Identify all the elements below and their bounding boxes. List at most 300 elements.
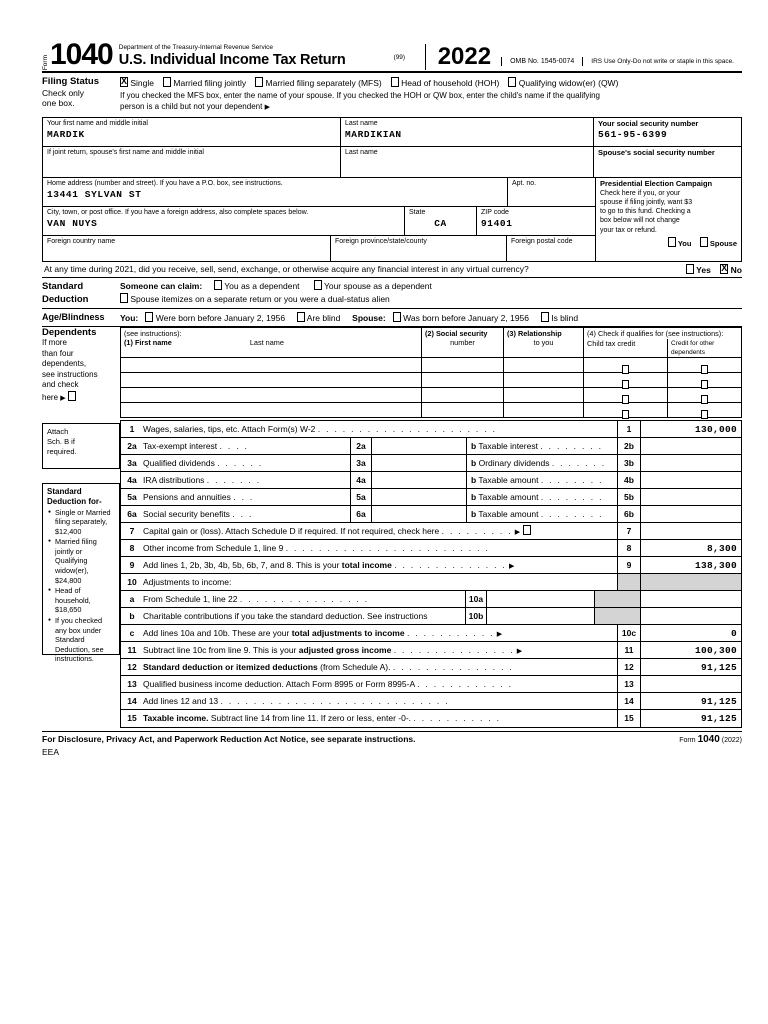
form-footer (42, 731, 742, 745)
income-line-10c (121, 625, 741, 642)
dependent-name-cell[interactable] (121, 388, 422, 402)
spouse-last-name-cell[interactable] (341, 147, 594, 177)
line-1-number: 1 (129, 423, 135, 434)
line-3a-description: Qualified dividends (143, 457, 215, 468)
line-10b-amount-blank (641, 608, 741, 624)
line-3b-description: Ordinary dividends (478, 457, 550, 468)
standard-deduction-label-line2: Deduction (42, 293, 89, 305)
leader-dots: . . . . . . . . (540, 508, 604, 519)
home-address-cell[interactable] (43, 178, 508, 206)
line-9-bold: total income (341, 559, 392, 570)
filing-status-label: Filing Status (42, 76, 99, 87)
spouse-as-dependent-label: Your spouse as a dependent (323, 280, 432, 291)
line-15-bold: Taxable income. (143, 712, 209, 723)
income-line-3 (121, 455, 741, 472)
income-line-2 (121, 438, 741, 455)
dependents-side-6: here (42, 392, 59, 402)
line-15-number: 15 (127, 712, 137, 723)
city-cell[interactable] (43, 207, 405, 235)
line-10b-sub-value[interactable] (487, 608, 595, 624)
spouse-last-name-value (345, 157, 589, 158)
standard-deduction-for-box (42, 483, 120, 664)
filing-status-note2-text: person is a child but not your dependent (120, 102, 263, 111)
line-7-amount[interactable] (641, 523, 741, 539)
dependent-ctc-cell[interactable] (584, 388, 668, 402)
line-10a-gray-spacer (595, 591, 617, 607)
first-name-value: MARDIK (47, 128, 85, 140)
dependent-relationship-cell[interactable] (504, 358, 584, 372)
line-6a-sub-number: 6a (350, 506, 372, 522)
line-2a-description: Tax-exempt interest (143, 440, 218, 451)
zip-cell[interactable] (477, 207, 595, 235)
ssn-value: 561-95-6399 (598, 129, 668, 140)
income-line-15 (121, 710, 741, 727)
checkbox-spouse-born-before[interactable] (393, 312, 401, 322)
age-spouse-label: Spouse: (352, 312, 386, 323)
dependent-name-cell[interactable] (121, 403, 422, 417)
arrow-icon-dependents: ▶ (60, 394, 66, 402)
filing-status-note-line2 (120, 102, 742, 114)
ssn-label: Your social security number (598, 118, 699, 128)
line-15-text (143, 710, 617, 727)
line-8-number: 8 (129, 542, 135, 553)
checkbox-spouse-is-blind[interactable] (541, 312, 549, 322)
line-8-amount[interactable]: 8,300 (706, 542, 737, 554)
line-9-amount-number: 9 (617, 557, 641, 573)
footer-form-number: 1040 (697, 733, 720, 745)
header-title-group (119, 44, 346, 70)
checkbox-pec-you[interactable] (668, 237, 676, 247)
table-row[interactable] (121, 402, 741, 417)
line-12-description: (from Schedule A). (317, 661, 391, 672)
age-blindness-row (42, 309, 742, 327)
list-item: ● Married filing jointly or Qualifying widow(er), $24,800 (55, 537, 115, 585)
attach-line-2: Sch. B if (47, 436, 75, 446)
leader-dots: . . . . . . . . . . . . . . (394, 559, 507, 570)
checkbox-married-filing-separately[interactable] (255, 77, 263, 87)
income-line-1 (121, 421, 741, 438)
home-address-row (43, 178, 595, 207)
standard-deduction-section (42, 278, 742, 306)
foreign-province-cell[interactable] (331, 236, 507, 261)
line-2a-number: 2a (127, 440, 137, 451)
age-blindness-label: Age/Blindness (42, 311, 105, 322)
table-row[interactable] (121, 387, 741, 402)
line-5b-amount[interactable] (641, 489, 741, 505)
line-1-text (143, 421, 617, 437)
spouse-ssn-cell[interactable] (594, 147, 741, 177)
form-title: U.S. Individual Income Tax Return (118, 52, 346, 68)
last-name-label: Last name (345, 119, 378, 127)
checkbox-you-are-blind[interactable] (297, 312, 305, 322)
list-item: ● If you checked any box under Standard Deduction, see instructions. (55, 616, 115, 664)
checkbox-pec-spouse[interactable] (700, 237, 708, 247)
foreign-postal-label: Foreign postal code (511, 237, 573, 245)
dependents-see-instructions: (see instructions): (124, 328, 182, 338)
pec-spouse-label: Spouse (709, 238, 737, 248)
filing-status-body (120, 77, 742, 114)
leader-dots: . . . . . . . . . . . . . . . . . . . . . . (317, 423, 497, 434)
filing-status-option-qw[interactable] (508, 77, 618, 90)
line-14-amount[interactable]: 91,125 (700, 695, 737, 707)
std-ded-box-list (47, 508, 115, 665)
spouse-first-name-label: If joint return, spouse's first name and middle initial (47, 148, 204, 156)
dependent-name-cell[interactable] (121, 373, 422, 387)
filing-status-label-group (42, 77, 120, 114)
spouse-first-name-cell[interactable] (43, 147, 341, 177)
dependent-cod-cell[interactable] (668, 403, 741, 417)
line-6b-amount[interactable] (641, 506, 741, 522)
dependent-ssn-cell[interactable] (422, 388, 504, 402)
line-4a-text (143, 472, 350, 488)
dependents-side-5: and check (42, 380, 79, 389)
line-4b-amount[interactable] (641, 472, 741, 488)
you-are-blind-label: Are blind (306, 312, 341, 323)
label-mfj: Married filing jointly (173, 78, 247, 88)
line-15-amount-number: 15 (617, 710, 641, 727)
checkbox-more-than-four-dependents[interactable] (68, 391, 76, 401)
label-single: Single (130, 78, 155, 88)
department-label: Department of the Treasury-Internal Revenue Service (118, 44, 274, 51)
list-item: ● Head of household, $18,650 (55, 586, 115, 615)
line-3a-sub-number: 3a (350, 455, 372, 471)
line-10b-sub-number: 10b (465, 608, 487, 624)
standard-deduction-body (120, 280, 742, 306)
line-4b-description: Taxable amount (478, 474, 539, 485)
line-9-number: 9 (129, 559, 135, 570)
line-5b-label: b (471, 491, 477, 502)
pec-body-4: box below will not change (600, 217, 680, 225)
filing-status-option-single[interactable] (120, 77, 154, 90)
state-cell[interactable] (405, 207, 477, 235)
address-block (42, 178, 596, 262)
line-2b-amount-number: 2b (617, 438, 641, 454)
checkbox-credit-other-dependents[interactable] (701, 410, 708, 419)
dependent-name-cell[interactable] (121, 358, 422, 372)
home-address-label: Home address (number and street). If you have a P.O. box, see instructions. (47, 179, 283, 187)
leader-dots: . . . . . . . . . . . (413, 712, 501, 723)
line-12-bold: Standard deduction or itemized deductions (143, 661, 318, 672)
line-7-number: 7 (129, 525, 135, 536)
you-born-before-label: Were born before January 2, 1956 (155, 312, 286, 323)
line-10-amount-blank (641, 574, 741, 590)
line-1-amount[interactable]: 130,000 (694, 423, 737, 435)
line-9-amount[interactable]: 138,300 (694, 559, 737, 571)
dependents-side-3: dependents, (42, 359, 87, 368)
checkbox-single[interactable] (120, 77, 128, 87)
checkbox-child-tax-credit[interactable] (622, 410, 629, 419)
dependents-side-label (42, 327, 120, 418)
line-10c-amount-number: 10c (617, 625, 641, 641)
dependent-ctc-cell[interactable] (584, 358, 668, 372)
apt-value (512, 188, 591, 189)
leader-dots: . . . (232, 508, 254, 519)
standard-deduction-label-line1: Standard (42, 280, 84, 292)
income-line-11 (121, 642, 741, 659)
city-value: VAN NUYS (47, 217, 98, 229)
dependents-col1a: (1) First name (124, 337, 172, 347)
dependent-ssn-cell[interactable] (422, 373, 504, 387)
taxpayer-name-row (43, 118, 741, 147)
line-5a-number: 5a (127, 491, 137, 502)
income-line-13 (121, 676, 741, 693)
dependents-side-2: than four (42, 348, 74, 358)
first-name-label: Your first name and middle initial (47, 119, 148, 127)
dependent-cod-cell[interactable] (668, 358, 741, 372)
leader-dots: . . . . . . . . . (441, 525, 513, 536)
line-12-text (143, 659, 617, 675)
dependent-relationship-cell[interactable] (504, 388, 584, 402)
leader-dots: . . . (233, 491, 255, 502)
arrow-icon-line10c: ▶ (496, 630, 503, 638)
income-left-column (42, 420, 120, 728)
line-10b-amount-number-blank (617, 608, 641, 624)
label-mfs: Married filing separately (MFS) (265, 78, 382, 88)
pec-body-1: Check here if you, or your (600, 189, 681, 197)
foreign-postal-value (511, 246, 591, 247)
leader-dots: . . . . . . . (206, 474, 261, 485)
foreign-address-row (43, 236, 595, 261)
dependent-ctc-cell[interactable] (584, 403, 668, 417)
line-7-description: Capital gain or (loss). Attach Schedule D if required. If not required, check here (143, 525, 440, 536)
home-address-value: 13441 SYLVAN ST (47, 188, 142, 200)
line-11-amount[interactable]: 100,300 (694, 644, 737, 656)
taxpayer-name-block (42, 117, 742, 178)
line-13-amount-number: 13 (617, 676, 641, 692)
footer-form-id (679, 734, 742, 745)
line-11-amount-number: 11 (617, 642, 641, 658)
line-10b-number: b (129, 610, 135, 621)
filing-status-sub1: Check only (42, 87, 85, 98)
line-4a-number: 4a (127, 474, 137, 485)
leader-dots: . . . . . . . . (540, 440, 603, 451)
last-name-value: MARDIKIAN (345, 128, 402, 140)
ssn-cell[interactable] (594, 118, 741, 146)
dependents-col3a: (3) Relationship (507, 328, 562, 338)
dependents-name-header (121, 328, 422, 357)
dependents-col3b: to you (533, 337, 554, 347)
line-10a-description: From Schedule 1, line 22 (143, 593, 238, 604)
city-state-zip-row (43, 207, 595, 236)
dependents-table (120, 327, 742, 418)
line-10a-sub-value[interactable] (487, 591, 595, 607)
line-10-text: Adjustments to income: (143, 576, 232, 587)
dependents-col1b: Last name (249, 337, 284, 347)
line-4a-description: IRA distributions (143, 474, 205, 485)
label-qw: Qualifying widow(er) (QW) (518, 78, 619, 88)
std-ded-box-title-2: Deduction for- (47, 496, 102, 506)
leader-dots: . . . . . . (217, 457, 263, 468)
first-name-cell[interactable] (43, 118, 341, 146)
line-4b-label: b (471, 474, 477, 485)
pec-checkbox-row (600, 235, 737, 248)
checkbox-line-7-schedule-d[interactable] (523, 525, 531, 535)
table-row[interactable] (121, 357, 741, 372)
table-row[interactable] (121, 372, 741, 387)
line-10-number: 10 (127, 576, 137, 587)
line-2a-sub-number: 2a (350, 438, 372, 454)
foreign-postal-cell[interactable] (507, 236, 595, 261)
line-10-amount-number-blank (617, 574, 641, 590)
zip-value: 91401 (481, 217, 513, 229)
income-line-12 (121, 659, 741, 676)
virtual-currency-question: At any time during 2021, did you receive, sell, send, exchange, or otherwise acquire any financial interest in any virtual currency? (44, 264, 529, 274)
footer-form-year: (2022) (721, 736, 742, 744)
spouse-last-name-label: Last name (345, 148, 378, 156)
line-2b-text (467, 438, 617, 454)
line-12-amount[interactable]: 91,125 (700, 661, 737, 673)
line-5a-description: Pensions and annuities (143, 491, 231, 502)
line-9-text (143, 557, 617, 573)
pec-body-3: to go to this fund. Checking a (600, 208, 691, 216)
line-15-description: Subtract line 14 from line 11. If zero or less, enter -0-. (208, 712, 412, 723)
foreign-country-cell[interactable] (43, 236, 331, 261)
checkbox-you-born-before[interactable] (145, 312, 153, 322)
line-2b-label: b (471, 440, 477, 451)
filing-status-sub2: one box. (42, 98, 75, 108)
line-1-amount-number: 1 (617, 421, 641, 437)
checkbox-you-as-dependent[interactable] (214, 280, 222, 290)
foreign-country-label: Foreign country name (47, 237, 116, 245)
income-line-5 (121, 489, 741, 506)
filing-status-option-mfj[interactable] (163, 77, 246, 90)
dependents-relationship-header (504, 328, 584, 357)
checkbox-virtual-currency-no[interactable] (720, 264, 728, 274)
line-6a-sub-value[interactable] (372, 506, 467, 522)
last-name-cell[interactable] (341, 118, 594, 146)
dependents-col2a: (2) Social security (425, 328, 488, 338)
line-2a-text (143, 438, 350, 454)
dependents-ssn-header (422, 328, 504, 357)
line-11-bold: adjusted gross income (298, 644, 392, 655)
spouse-ssn-value (598, 157, 737, 158)
line-11-description: Subtract line 10c from line 9. This is your (143, 644, 299, 655)
filing-status-note-line1: If you checked the MFS box, enter the name of your spouse. If you checked the HOH or QW box, enter the child's name if the qualifying (120, 90, 600, 100)
line-4a-sub-value[interactable] (372, 472, 467, 488)
virtual-currency-yes-label: Yes (696, 264, 711, 275)
state-value: CA (434, 217, 447, 229)
line-2a-sub-value[interactable] (372, 438, 467, 454)
you-as-dependent-label: You as a dependent (224, 280, 300, 291)
apt-cell[interactable] (508, 178, 595, 206)
income-line-10a (121, 591, 741, 608)
checkbox-spouse-as-dependent[interactable] (314, 280, 322, 290)
checkbox-virtual-currency-yes[interactable] (686, 264, 694, 274)
line-14-description: Add lines 12 and 13 (143, 695, 219, 706)
leader-dots: . . . . . . . . . . . . . . . . . . . . . . . . . (285, 542, 490, 553)
income-line-10b (121, 608, 741, 625)
line-14-amount-number: 14 (617, 693, 641, 709)
line-10a-sub-number: 10a (465, 591, 487, 607)
virtual-currency-row (42, 262, 742, 278)
dependents-table-header (121, 328, 741, 357)
city-label: City, town, or post office. If you have a foreign address, also complete spaces below. (47, 208, 309, 216)
dependent-relationship-cell[interactable] (504, 403, 584, 417)
spouse-born-before-label: Was born before January 2, 1956 (403, 312, 530, 323)
line-4b-amount-number: 4b (617, 472, 641, 488)
line-3a-text (143, 455, 350, 471)
dependent-ctc-cell[interactable] (584, 373, 668, 387)
line-6a-number: 6a (127, 508, 137, 519)
line-3b-amount[interactable] (641, 455, 741, 471)
line-13-description: Qualified business income deduction. Attach Form 8995 or Form 8995-A (143, 678, 415, 689)
line-10b-text: Charitable contributions if you take the standard deduction. See instructions (143, 610, 428, 621)
form-number-title: 1040 (50, 38, 113, 71)
form-header (42, 40, 742, 73)
dependent-ssn-cell[interactable] (422, 358, 504, 372)
filing-status-option-mfs[interactable] (255, 77, 382, 90)
line-7-amount-number: 7 (617, 523, 641, 539)
line-4a-sub-number: 4a (350, 472, 372, 488)
line-14-text (143, 693, 617, 709)
line-8-amount-number: 8 (617, 540, 641, 556)
spouse-is-blind-label: Is blind (551, 312, 579, 323)
address-section (42, 178, 742, 262)
line-10a-amount-blank (641, 591, 741, 607)
line-5a-text (143, 489, 350, 505)
checkbox-married-filing-jointly[interactable] (163, 77, 171, 87)
line-10b-gray-spacer (595, 608, 617, 624)
line-6a-text (143, 506, 350, 522)
line-5b-text (467, 489, 617, 505)
zip-label: ZIP code (481, 208, 509, 216)
spouse-itemizes-row (120, 293, 742, 306)
line-3a-sub-value[interactable] (372, 455, 467, 471)
leader-dots: . . . . . . . . . . . . . . . (393, 644, 515, 655)
income-lines-table (120, 420, 742, 728)
checkbox-head-of-household[interactable] (391, 77, 399, 87)
apt-label: Apt. no. (512, 179, 537, 187)
virtual-currency-answers (686, 264, 742, 275)
line-15-amount[interactable]: 91,125 (700, 712, 737, 724)
spouse-ssn-label: Spouse's social security number (598, 147, 715, 157)
line-10c-amount[interactable]: 0 (730, 627, 737, 639)
line-4b-text (467, 472, 617, 488)
dependent-relationship-cell[interactable] (504, 373, 584, 387)
footer-form-word: Form (679, 736, 696, 744)
line-6b-description: Taxable amount (478, 508, 539, 519)
leader-dots: . . . . . . . . (540, 491, 604, 502)
dependent-ssn-cell[interactable] (422, 403, 504, 417)
line-8-description: Other income from Schedule 1, line 9 (143, 542, 284, 553)
line-10c-bold: total adjustments to income (291, 627, 405, 638)
attach-sch-b-box (42, 423, 120, 469)
line-5a-sub-value[interactable] (372, 489, 467, 505)
filing-status-option-hoh[interactable] (391, 77, 500, 90)
checkbox-spouse-itemizes[interactable] (120, 293, 128, 303)
line-2b-description: Taxable interest (478, 440, 538, 451)
line-2b-amount[interactable] (641, 438, 741, 454)
dependents-label: Dependents (42, 326, 97, 338)
spouse-name-row (43, 147, 741, 177)
presidential-election-campaign-box (596, 178, 742, 262)
state-label: State (409, 208, 426, 216)
dependent-cod-cell[interactable] (668, 373, 741, 387)
dependents-col4b: Credit for other dependents (671, 339, 715, 356)
pec-title: Presidential Election Campaign (600, 178, 713, 188)
pec-body-2: spouse if filing jointly, want $3 (600, 198, 693, 206)
label-hoh: Head of household (HOH) (401, 78, 500, 88)
line-13-amount[interactable] (641, 676, 741, 692)
pec-you-label: You (677, 238, 692, 248)
form-sheet (42, 40, 742, 757)
dependents-section (42, 327, 742, 418)
dependent-cod-cell[interactable] (668, 388, 741, 402)
dependents-col4a: Child tax credit (584, 339, 668, 357)
checkbox-qualifying-widow[interactable] (508, 77, 516, 87)
line-6a-description: Social security benefits (143, 508, 230, 519)
line-1-description: Wages, salaries, tips, etc. Attach Form(s) W-2 (143, 423, 316, 434)
